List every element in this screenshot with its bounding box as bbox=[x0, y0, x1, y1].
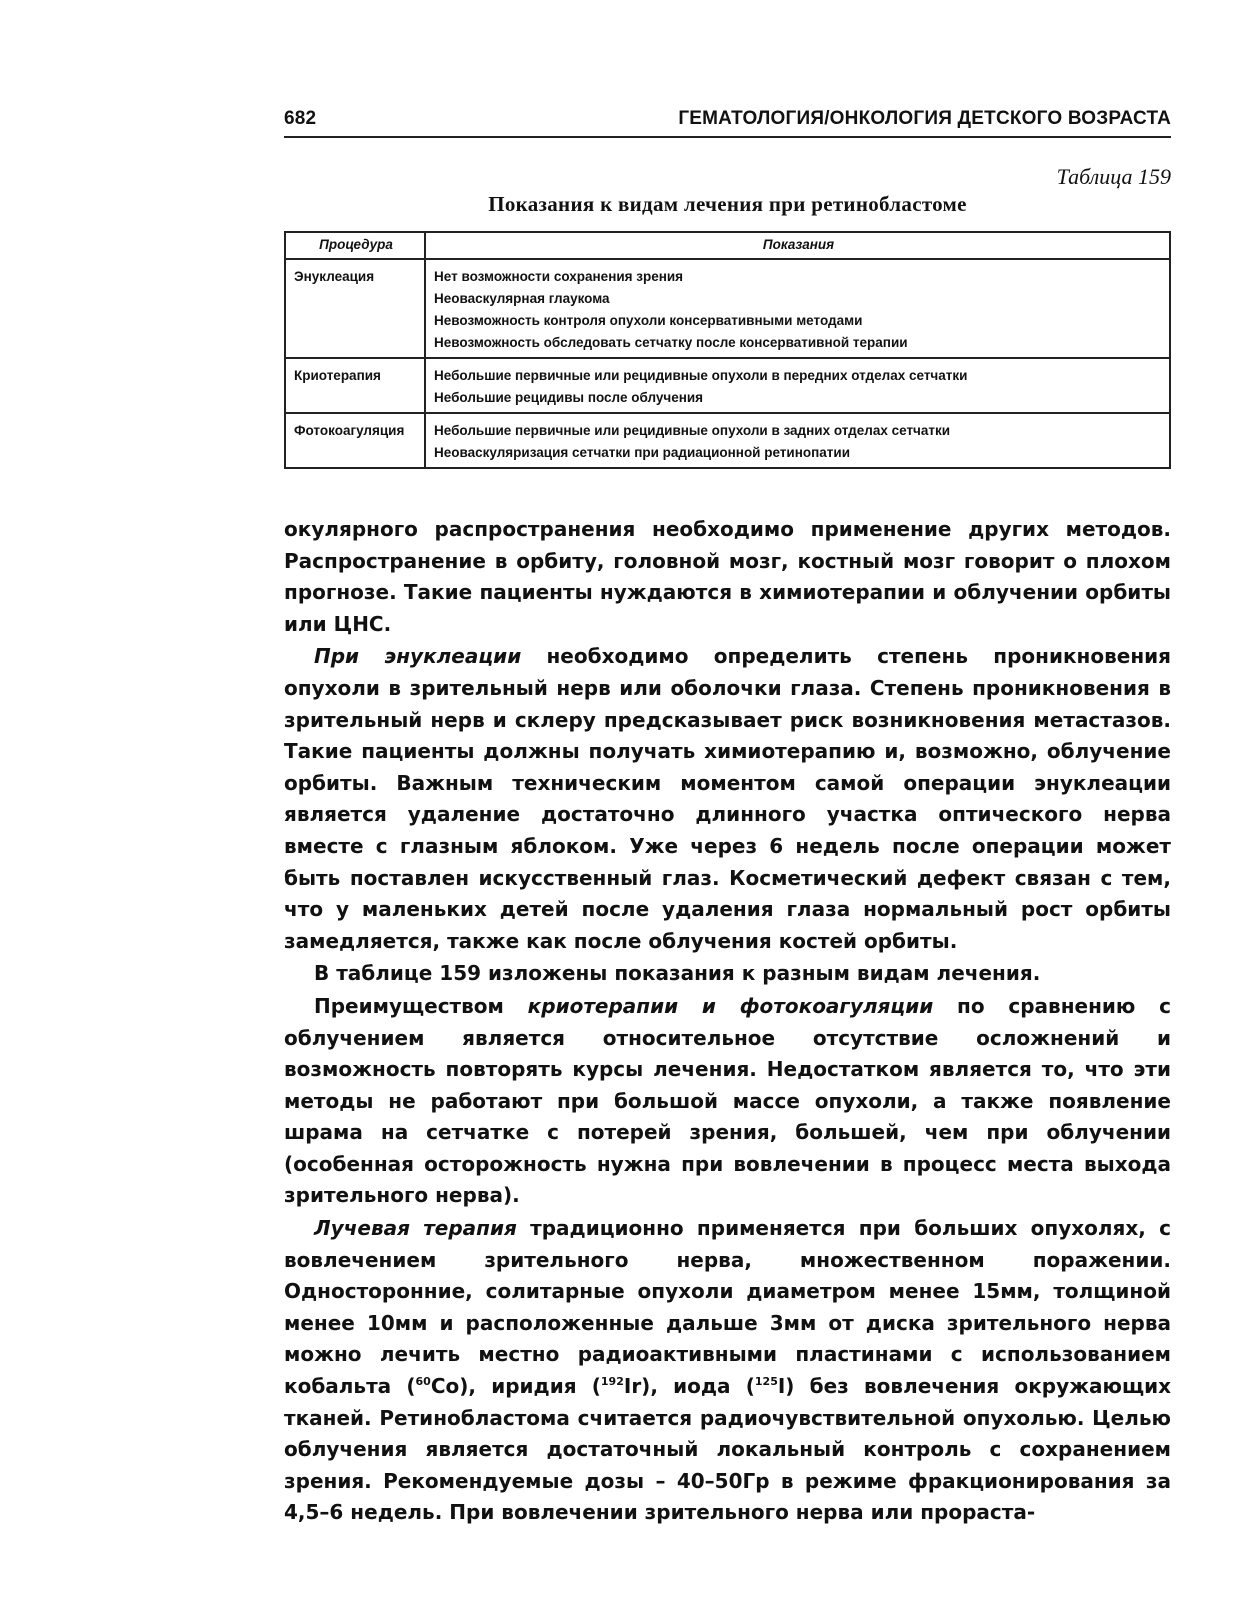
paragraph bbox=[284, 958, 1171, 990]
procedure-cell: Энуклеация bbox=[285, 259, 425, 358]
paragraph-text: I) без вовлечения окружающих тканей. Ретинобластома считается радиочувствительной опухолью. Целью облучения является достаточный локальный контроль с сохранением зрения. Рекомендуемые дозы – 40–50Гр в режиме фракционирования за 4,5–6 недель. При вовлечении зрительного нерва или прораста- bbox=[284, 1374, 1171, 1525]
indication-item: Небольшие первичные или рецидивные опухоли в передних отделах сетчатки bbox=[434, 368, 968, 383]
table-label: Таблица 159 bbox=[1056, 164, 1171, 189]
paragraph-text: окулярного распространения необходимо применение других методов. Распространение в орбиту, головной мозг, костный мозг говорит о плохом прогнозе. Такие пациенты нуждаются в химиотерапии и облучении орбиты или ЦНС. bbox=[284, 517, 1171, 636]
table-row bbox=[285, 259, 1170, 358]
indication-item: Невозможность обследовать сетчатку после консервативной терапии bbox=[434, 335, 908, 350]
paragraph-text: Ir), иода ( bbox=[623, 1374, 755, 1399]
paragraph-text: традиционно применяется при больших опухолях, с вовлечением зрительного нерва, множественном поражении. Односторонние, солитарные опухоли диаметром менее 15мм, толщиной менее 10мм и расположенные дальше 3мм от диска зрительного нерва можно лечить местно радиоактивными пластинами с использованием кобальта ( bbox=[284, 1216, 1171, 1399]
paragraph-text: необходимо определить степень проникновения опухоли в зрительный нерв или оболочки глаза. Степень проникновения в зрительный нерв и склеру предсказывает риск возникновения метастазов. Такие пациенты должны получать химиотерапию и, возможно, облучение орбиты. Важным техническим моментом самой операции энуклеации является удаление достаточно длинного участка оптического нерва вместе с глазным яблоком. Уже через 6 недель после операции может быть поставлен искусственный глаз. Косметический дефект связан с тем, что у маленьких детей после удаления глаза нормальный рост орбиты замедляется, также как после облучения костей орбиты. bbox=[284, 644, 1171, 953]
indication-item: Неоваскуляризация сетчатки при радиационной ретинопатии bbox=[434, 445, 850, 460]
indications-cell bbox=[425, 259, 1170, 358]
isotope-mass-number: 60 bbox=[415, 1375, 431, 1389]
paragraph-text: по сравнению с облучением является относительное отсутствие осложнений и возможность повторять курсы лечения. Недостатком является то, что эти методы не работают при большой массе опухоли, а также появление шрама на сетчатке с потерей зрения, большей, чем при облучении (особенная осторожность нужна при вовлечении в процесс места выхода зрительного нерва). bbox=[284, 993, 1171, 1208]
indications-cell bbox=[425, 358, 1170, 413]
isotope-mass-number: 125 bbox=[754, 1375, 778, 1389]
paragraph bbox=[284, 514, 1171, 640]
page-number: 682 bbox=[284, 108, 317, 129]
emphasis-text: криотерапии и фотокоагуляции bbox=[527, 993, 934, 1018]
paragraph bbox=[284, 1213, 1171, 1529]
paragraph-text: Co), иридия ( bbox=[430, 1374, 601, 1399]
indication-item: Нет возможности сохранения зрения bbox=[434, 269, 684, 284]
indications-cell bbox=[425, 413, 1170, 468]
table-title: Показания к видам лечения при ретинобластоме bbox=[488, 192, 967, 216]
table-header-row bbox=[285, 232, 1170, 259]
indications-table bbox=[284, 231, 1171, 469]
indication-item: Небольшие первичные или рецидивные опухоли в задних отделах сетчатки bbox=[434, 423, 951, 438]
running-header bbox=[284, 106, 1171, 138]
indication-item: Небольшие рецидивы после облучения bbox=[434, 390, 704, 405]
emphasis-text: Лучевая терапия bbox=[314, 1216, 517, 1241]
indication-item: Невозможность контроля опухоли консервативными методами bbox=[434, 313, 863, 328]
body-text bbox=[284, 514, 1171, 1530]
procedure-cell: Фотокоагуляция bbox=[285, 413, 425, 468]
section-title: ГЕМАТОЛОГИЯ/ОНКОЛОГИЯ ДЕТСКОГО ВОЗРАСТА bbox=[678, 108, 1171, 129]
paragraph bbox=[284, 991, 1171, 1212]
indication-item: Неоваскулярная глаукома bbox=[434, 291, 610, 306]
column-header-procedure: Процедура bbox=[285, 232, 425, 259]
procedure-cell: Криотерапия bbox=[285, 358, 425, 413]
isotope-mass-number: 192 bbox=[600, 1375, 624, 1389]
table-row bbox=[285, 358, 1170, 413]
emphasis-text: При энуклеации bbox=[314, 644, 522, 669]
paragraph-text: В таблице 159 изложены показания к разным видам лечения. bbox=[314, 961, 1041, 986]
column-header-indications: Показания bbox=[425, 232, 1170, 259]
paragraph-text: Преимуществом bbox=[314, 993, 528, 1018]
table-row bbox=[285, 413, 1170, 468]
paragraph bbox=[284, 641, 1171, 957]
